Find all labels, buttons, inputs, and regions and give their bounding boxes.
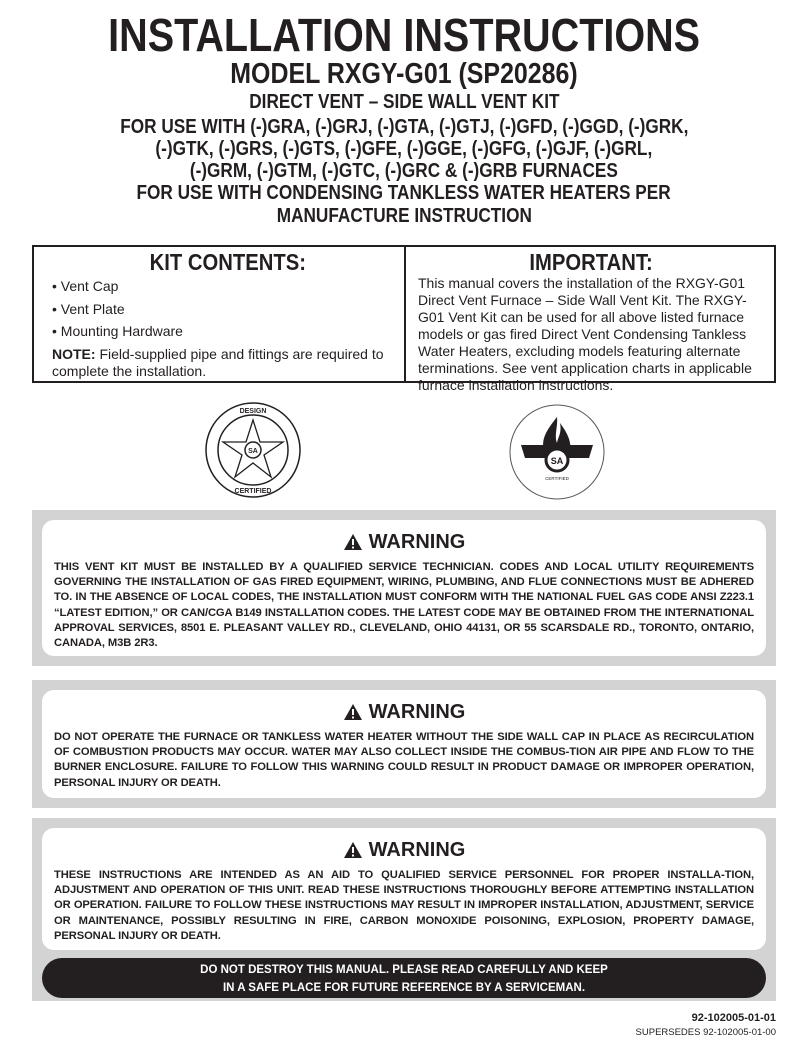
warning-text: THIS VENT KIT MUST BE INSTALLED BY A QUALIFIED SERVICE TECHNICIAN. CODES AND LOCAL UTILITY REQUIREMENTS GOVERNING THE INSTALLATION OF GAS FIRED EQUIPMENT, WIRING, PLUMBING, AND FLUE CONNECTIONS MUST BE ADHERED TO. IN THE ABSENCE OF LOCAL CODES, THE INSTALLATION MUST CONFORM WITH THE NATIONAL FUEL GAS CODE ANSI Z223.1 “LATEST EDITION,” OR CAN/CGA B149 INSTALLATION CODES. THE LATEST CODE MAY BE OBTAINED FROM THE INTERNATIONAL APPROVAL SERVICES, 8501 E. PLEASANT VALLEY RD., CLEVELAND, OHIO 44131, OR 55 SCARSDALE RD., TORONTO, ONTARIO, CANADA, M3B 2R3. [54,561,754,650]
use-line: FOR USE WITH CONDENSING TANKLESS WATER HEATERS PER [136,182,672,204]
important-box [406,247,774,393]
use-line: (-)GTK, (-)GRS, (-)GTS, (-)GFE, (-)GGE, (-)GFG, (-)GJF, (-)GRL, [155,138,653,160]
kit-subtitle: DIRECT VENT – SIDE WALL VENT KIT [248,91,560,113]
warning-triangle-icon [343,841,363,859]
csa-design-certified-logo [203,400,303,500]
use-line: FOR USE WITH (-)GRA, (-)GRJ, (-)GTA, (-)GTJ, (-)GFD, (-)GGD, (-)GRK, [119,116,689,138]
document-number: 92-102005-01-01 [691,1012,776,1024]
svg-text:CERTIFIED: CERTIFIED [234,488,272,495]
keep-manual-notice: DO NOT DESTROY THIS MANUAL. PLEASE READ CAREFULLY AND KEEP IN A SAFE PLACE FOR FUTURE REFERENCE BY A SERVICEMAN. [42,958,766,998]
kit-contents-list [52,275,404,343]
kit-contents-heading: KIT CONTENTS: [149,249,307,275]
warning-title: WARNING [54,700,754,724]
info-boxes [32,245,776,393]
svg-text:DESIGN: DESIGN [239,408,267,415]
supersedes-note: SUPERSEDES 92-102005-01-00 [635,1027,776,1038]
important-text: This manual covers the installation of the RXGY-G01 Direct Vent Furnace – Side Wall Vent Kit. The RXGY-G01 Vent Kit can be used for all above listed furnace models or gas fired Direct Vent Condensing Tankless Water Heaters, excluding models featuring alternate terminations. See vent application charts in applicable furnace installation instructions. [418,275,752,393]
warning-text: THESE INSTRUCTIONS ARE INTENDED AS AN AID TO QUALIFIED SERVICE PERSONNEL FOR PROPER INSTALLA-TION, ADJUSTMENT AND OPERATION OF THIS UNIT. READ THESE INSTRUCTIONS THOROUGHLY BEFORE ATTEMPTING INSTALLATION OR OPERATION. FAILURE TO FOLLOW THESE INSTRUCTIONS MAY RESULT IN IMPROPER INSTALLATION, ADJUSTMENT, SERVICE OR MAINTENANCE, POSSIBLY RESULTING IN FIRE, CARBON MONOXIDE POISONING, EXPLOSION, PROPERTY DAMAGE, PERSONAL INJURY OR DEATH. [54,869,754,942]
svg-text:SA: SA [248,448,258,455]
use-line: MANUFACTURE INSTRUCTION [276,205,532,227]
list-item: • Mounting Hardware [52,320,404,343]
warning-triangle-icon [343,533,363,551]
csa-flame-certified-logo [508,403,606,501]
warning-box [42,690,766,798]
warning-box [42,828,766,950]
document-title: INSTALLATION INSTRUCTIONS [108,9,700,61]
warning-panel-qualified [32,818,776,1001]
kit-contents-box [34,247,406,381]
svg-text:CERTIFIED: CERTIFIED [545,476,569,481]
warning-title: WARNING [54,838,754,862]
warning-text: DO NOT OPERATE THE FURNACE OR TANKLESS WATER HEATER WITHOUT THE SIDE WALL CAP IN PLACE AS RECIRCULATION OF COMBUSTION PRODUCTS MAY OCCUR. WATER MAY ALSO COLLECT INSIDE THE COMBUS-TION AIR PIPE AND FLOW TO THE BURNER ENCLOSURE. FAILURE TO FOLLOW THIS WARNING COULD RESULT IN PRODUCT DAMAGE OR IMPROPER OPERATION, PERSONAL INJURY OR DEATH. [54,731,754,789]
list-item: • Vent Plate [52,298,404,321]
list-item: • Vent Cap [52,275,404,298]
warning-box [42,520,766,656]
warning-triangle-icon [343,703,363,721]
use-line: (-)GRM, (-)GTM, (-)GTC, (-)GRC & (-)GRB FURNACES [189,160,618,182]
warning-panel-installation [32,510,776,666]
warning-panel-operation [32,680,776,808]
svg-text:SA: SA [550,456,564,466]
warning-title: WARNING [54,530,754,554]
kit-note: NOTE: Field-supplied pipe and fittings are required to complete the installation. [52,345,384,379]
model-title: MODEL RXGY-G01 (SP20286) [230,58,578,90]
important-heading: IMPORTANT: [529,249,653,275]
